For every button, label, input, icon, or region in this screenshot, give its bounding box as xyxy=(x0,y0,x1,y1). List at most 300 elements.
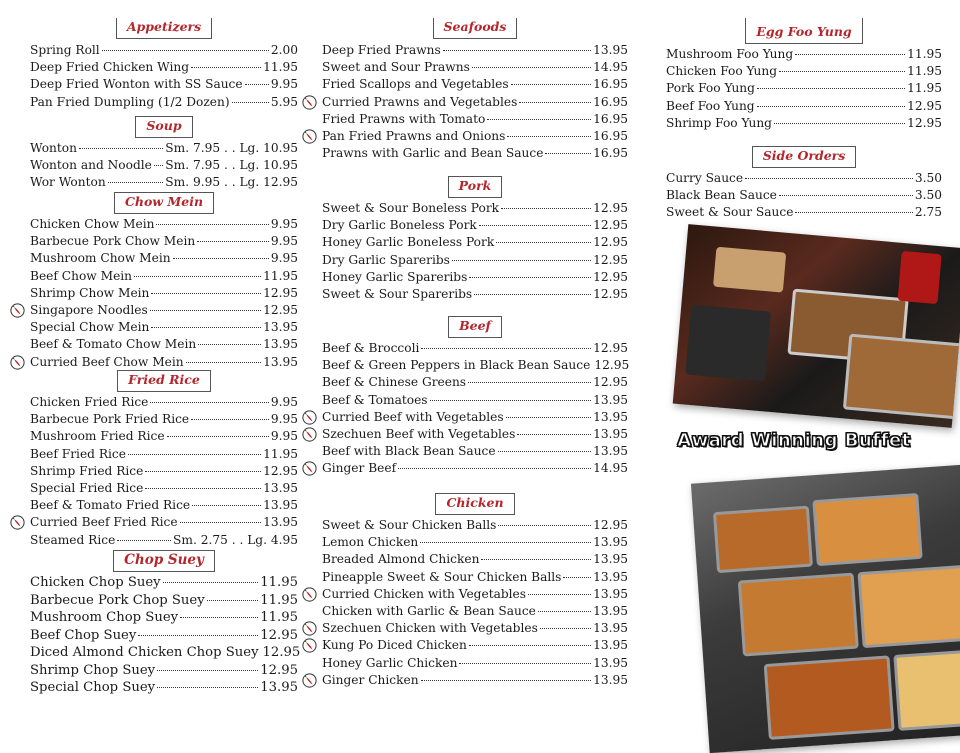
dot-leader xyxy=(173,258,269,259)
dot-leader xyxy=(108,182,164,183)
menu-item-price: 12.95 xyxy=(263,302,298,317)
menu-item-name: Wor Wonton xyxy=(30,175,106,190)
menu-item-name: Diced Almond Chicken Chop Suey xyxy=(30,645,259,660)
menu-item xyxy=(30,428,298,445)
menu-item xyxy=(666,46,942,63)
dot-leader xyxy=(192,505,261,506)
dot-leader xyxy=(779,195,913,196)
menu-item xyxy=(30,592,298,610)
item-list xyxy=(322,340,628,478)
dot-leader xyxy=(145,488,261,489)
menu-item-price: 13.95 xyxy=(593,535,628,550)
section-title: Chicken xyxy=(435,493,514,515)
menu-item-name: Shrimp Chow Mein xyxy=(30,285,150,300)
menu-item xyxy=(666,80,942,97)
menu-item-price: Sm. 7.95 . . Lg. 10.95 xyxy=(165,158,298,173)
menu-item-price: 13.95 xyxy=(593,569,628,584)
menu-item-price: Sm. 9.95 . . Lg. 12.95 xyxy=(165,175,298,190)
menu-item xyxy=(322,94,628,111)
menu-item xyxy=(30,59,298,76)
menu-item-price: 13.95 xyxy=(260,680,298,695)
menu-item xyxy=(322,59,628,76)
menu-item xyxy=(30,627,298,645)
dot-leader xyxy=(150,402,268,403)
dot-leader xyxy=(420,542,591,543)
menu-item-name: Mushroom Chow Mein xyxy=(30,251,171,266)
menu-item xyxy=(322,200,628,217)
menu-item-name: Curried Beef Fried Rice xyxy=(30,515,178,530)
dot-leader xyxy=(507,136,591,137)
section-pork xyxy=(322,176,628,303)
menu-item-name: Lemon Chicken xyxy=(322,535,419,550)
section-title: Chop Suey xyxy=(113,550,215,572)
dot-leader xyxy=(528,594,591,595)
menu-item-name: Beef & Chinese Greens xyxy=(322,375,467,390)
dot-leader xyxy=(563,577,591,578)
menu-item-name: Beef Chop Suey xyxy=(30,627,137,643)
section-appetizers xyxy=(30,18,298,111)
menu-item xyxy=(30,174,298,191)
section-chow-mein xyxy=(30,192,298,371)
menu-item-price: 11.95 xyxy=(907,64,942,79)
menu-item-name: Ginger Chicken xyxy=(322,672,419,687)
menu-item-name: Beef Chow Mein xyxy=(30,268,133,283)
item-list xyxy=(322,42,628,162)
dot-leader xyxy=(156,224,268,225)
menu-item-name: Szechuen Chicken with Vegetables xyxy=(322,621,538,636)
dot-leader xyxy=(459,663,591,664)
menu-item-name: Beef with Black Bean Sauce xyxy=(322,444,496,459)
menu-item xyxy=(30,250,298,267)
dot-leader xyxy=(443,50,591,51)
menu-item xyxy=(30,285,298,302)
menu-item-price: 12.95 xyxy=(263,463,298,478)
dot-leader xyxy=(421,680,592,681)
menu-item-price: 12.95 xyxy=(260,627,298,643)
buffet-hot-food-photo xyxy=(691,465,960,753)
menu-item-price: 12.95 xyxy=(593,286,628,301)
menu-item-name: Shrimp Fried Rice xyxy=(30,463,144,478)
menu-item-price: 9.95 xyxy=(270,429,298,444)
section-seafoods xyxy=(322,18,628,162)
menu-item-name: Curried Beef with Vegetables xyxy=(322,409,504,424)
menu-item-name: Pork Foo Yung xyxy=(666,81,755,96)
menu-item-price: 13.95 xyxy=(593,426,628,441)
menu-item-name: Prawns with Garlic and Bean Sauce xyxy=(322,146,544,161)
menu-item xyxy=(322,392,628,409)
menu-item xyxy=(30,532,298,549)
dot-leader xyxy=(479,225,591,226)
menu-item-name: Curry Sauce xyxy=(666,171,744,185)
menu-item-price: 11.95 xyxy=(907,47,942,61)
menu-item xyxy=(30,140,298,157)
dot-leader xyxy=(128,454,261,455)
menu-item-name: Kung Po Diced Chicken xyxy=(322,638,467,653)
menu-item-price: 3.50 xyxy=(914,188,942,203)
menu-item-price: 16.95 xyxy=(593,146,628,161)
dot-leader xyxy=(779,71,905,72)
menu-item-price: 11.95 xyxy=(263,268,298,283)
menu-item-name: Sweet & Sour Sauce xyxy=(666,205,794,220)
menu-item-price: 12.95 xyxy=(260,662,298,678)
menu-item xyxy=(30,216,298,233)
menu-item xyxy=(322,76,628,93)
section-side-orders xyxy=(666,146,942,222)
dot-leader xyxy=(180,617,258,618)
menu-item-price: 13.95 xyxy=(263,480,298,495)
menu-item-name: Chicken Chop Suey xyxy=(30,575,161,590)
menu-item xyxy=(30,76,298,93)
dot-leader xyxy=(398,468,591,469)
menu-item-price: 9.95 xyxy=(270,251,298,266)
dot-leader xyxy=(421,348,591,349)
menu-item-name: Sweet & Sour Boneless Pork xyxy=(322,201,500,215)
menu-item-name: Special Chow Mein xyxy=(30,320,150,335)
menu-item xyxy=(30,233,298,250)
menu-item-price: 14.95 xyxy=(593,461,628,476)
menu-item-name: Chicken Chow Mein xyxy=(30,217,155,231)
menu-item-price: 13.95 xyxy=(593,638,628,653)
section-title: Chow Mein xyxy=(114,192,214,214)
menu-item-price: 2.00 xyxy=(270,43,298,57)
menu-item xyxy=(322,460,628,477)
dot-leader xyxy=(487,119,591,120)
dot-leader xyxy=(245,84,269,85)
menu-item xyxy=(322,145,628,162)
dot-leader xyxy=(163,582,259,583)
menu-item-name: Dry Garlic Spareribs xyxy=(322,252,450,267)
menu-item xyxy=(666,115,942,132)
menu-item-name: Szechuen Beef with Vegetables xyxy=(322,426,516,441)
dot-leader xyxy=(745,178,913,179)
dot-leader xyxy=(511,84,592,85)
menu-item-name: Fried Scallops and Vegetables xyxy=(322,77,509,92)
dot-leader xyxy=(117,540,171,541)
dot-leader xyxy=(757,106,906,107)
menu-item-price: 16.95 xyxy=(593,77,628,92)
menu-item-price: 12.95 xyxy=(263,285,298,300)
menu-item-name: Beef & Green Peppers in Black Bean Sauce xyxy=(322,358,591,373)
menu-item xyxy=(322,234,628,251)
menu-item xyxy=(666,98,942,115)
menu-item-price: 13.95 xyxy=(263,515,298,530)
menu-item xyxy=(322,620,628,637)
section-title: Side Orders xyxy=(752,146,857,168)
section-fried-rice xyxy=(30,370,298,549)
dot-leader xyxy=(540,628,591,629)
menu-item-price: 13.95 xyxy=(593,603,628,618)
menu-item-name: Wonton xyxy=(30,141,77,155)
menu-item xyxy=(666,170,942,187)
menu-item xyxy=(322,655,628,672)
dot-leader xyxy=(469,645,591,646)
dot-leader xyxy=(167,436,269,437)
menu-item-price: 13.95 xyxy=(263,354,298,369)
menu-item-price: 12.95 xyxy=(593,235,628,250)
dot-leader xyxy=(157,670,258,671)
menu-item-price: 13.95 xyxy=(593,392,628,407)
dot-leader xyxy=(795,212,912,213)
chili-pepper-icon xyxy=(302,587,317,602)
menu-item-price: 12.95 xyxy=(262,645,301,660)
dot-leader xyxy=(469,277,591,278)
menu-item-name: Barbecue Pork Chop Suey xyxy=(30,592,205,608)
section-title: Beef xyxy=(448,316,502,338)
menu-item-price: 13.95 xyxy=(593,655,628,670)
dot-leader xyxy=(191,419,269,420)
menu-item-name: Black Bean Sauce xyxy=(666,188,777,203)
menu-item xyxy=(30,679,298,697)
menu-item xyxy=(666,63,942,80)
menu-item xyxy=(30,463,298,480)
dot-leader xyxy=(186,362,261,363)
menu-item-name: Singapore Noodles xyxy=(30,302,148,317)
menu-item-name: Deep Fried Chicken Wing xyxy=(30,60,190,75)
menu-item-price: 13.95 xyxy=(263,337,298,352)
menu-item xyxy=(322,286,628,303)
chili-pepper-icon xyxy=(10,303,25,318)
dot-leader xyxy=(150,310,261,311)
menu-item-price: 13.95 xyxy=(593,444,628,459)
menu-item xyxy=(322,603,628,620)
menu-item xyxy=(30,336,298,353)
menu-item-name: Deep Fried Wonton with SS Sauce xyxy=(30,77,243,92)
menu-item-price: 5.95 xyxy=(270,94,298,109)
menu-item xyxy=(322,269,628,286)
dot-leader xyxy=(496,242,591,243)
menu-item-price: 11.95 xyxy=(263,446,298,461)
menu-item xyxy=(30,319,298,336)
chili-pepper-icon xyxy=(10,355,25,370)
menu-item-price: 9.95 xyxy=(270,234,298,249)
menu-item-price: 12.95 xyxy=(593,375,628,390)
section-chop-suey xyxy=(30,550,301,697)
menu-item-price: 12.95 xyxy=(593,252,628,267)
menu-item-name: Beef & Tomatoes xyxy=(322,392,428,407)
menu-item-name: Steamed Rice xyxy=(30,532,116,547)
menu-item xyxy=(30,268,298,285)
dot-leader xyxy=(501,208,591,209)
menu-item-price: 13.95 xyxy=(593,552,628,567)
menu-item-price: 14.95 xyxy=(593,60,628,75)
menu-item xyxy=(30,302,298,319)
item-list xyxy=(30,42,298,111)
dot-leader xyxy=(151,327,261,328)
dot-leader xyxy=(154,165,163,166)
section-title: Pork xyxy=(448,176,503,198)
menu-item xyxy=(322,443,628,460)
menu-item-price: 9.95 xyxy=(270,412,298,427)
menu-item-name: Barbecue Pork Fried Rice xyxy=(30,412,190,427)
menu-item xyxy=(30,411,298,428)
menu-item-price: 11.95 xyxy=(907,81,942,96)
menu-item-price: 16.95 xyxy=(593,128,628,143)
section-title: Appetizers xyxy=(116,18,212,39)
menu-item-name: Sweet & Sour Chicken Balls xyxy=(322,518,497,532)
dot-leader xyxy=(197,241,269,242)
dot-leader xyxy=(472,67,591,68)
dot-leader xyxy=(517,434,591,435)
dot-leader xyxy=(519,102,591,103)
menu-item xyxy=(322,637,628,654)
dot-leader xyxy=(138,635,258,636)
menu-item-price: 12.95 xyxy=(594,358,630,373)
menu-item-price: 9.95 xyxy=(270,395,298,409)
menu-item xyxy=(666,204,942,221)
menu-item xyxy=(30,42,298,59)
dot-leader xyxy=(795,54,905,55)
menu-item xyxy=(322,374,628,391)
chili-pepper-icon xyxy=(302,410,317,425)
dot-leader xyxy=(468,382,591,383)
menu-item xyxy=(30,574,298,592)
menu-item-price: 2.75 xyxy=(914,205,942,220)
section-egg-foo-yung xyxy=(666,18,942,132)
dot-leader xyxy=(102,50,269,51)
menu-item xyxy=(30,446,298,463)
menu-item-price: 13.95 xyxy=(593,586,628,601)
dot-leader xyxy=(430,400,592,401)
section-title: Fried Rice xyxy=(117,370,211,392)
menu-item-name: Shrimp Chop Suey xyxy=(30,662,156,678)
menu-item-name: Chicken Fried Rice xyxy=(30,395,149,409)
item-list xyxy=(30,574,301,697)
chili-pepper-icon xyxy=(302,621,317,636)
chili-pepper-icon xyxy=(302,673,317,688)
dot-leader xyxy=(134,276,261,277)
menu-item-name: Mushroom Chop Suey xyxy=(30,610,179,625)
menu-item-price: 12.95 xyxy=(907,115,942,130)
menu-item-name: Curried Chicken with Vegetables xyxy=(322,586,527,601)
menu-item-price: 9.95 xyxy=(270,217,298,231)
menu-item-name: Honey Garlic Chicken xyxy=(322,655,458,670)
menu-item-name: Chicken with Garlic & Bean Sauce xyxy=(322,603,536,618)
menu-item-name: Special Fried Rice xyxy=(30,480,144,495)
menu-item xyxy=(30,157,298,174)
menu-item-name: Beef & Tomato Chow Mein xyxy=(30,337,197,352)
dot-leader xyxy=(198,344,261,345)
menu-item xyxy=(322,517,628,534)
chili-pepper-icon xyxy=(302,427,317,442)
menu-item xyxy=(322,534,628,551)
menu-item-price: 13.95 xyxy=(593,409,628,424)
menu-item-name: Sweet and Sour Prawns xyxy=(322,60,470,75)
menu-item xyxy=(322,252,628,269)
menu-item-name: Beef & Broccoli xyxy=(322,341,420,355)
menu-item-name: Honey Garlic Spareribs xyxy=(322,269,468,284)
menu-item-name: Honey Garlic Boneless Pork xyxy=(322,235,495,250)
menu-item xyxy=(322,128,628,145)
menu-item-name: Special Chop Suey xyxy=(30,680,156,695)
chili-pepper-icon xyxy=(302,95,317,110)
dot-leader xyxy=(481,559,591,560)
item-list xyxy=(30,394,298,549)
menu-item xyxy=(322,340,628,357)
menu-item-name: Chicken Foo Yung xyxy=(666,64,778,79)
menu-item xyxy=(322,586,628,603)
item-list xyxy=(666,46,942,132)
menu-item-price: 9.95 xyxy=(270,77,298,92)
chili-pepper-icon xyxy=(302,129,317,144)
menu-item-name: Beef Foo Yung xyxy=(666,98,755,113)
menu-item-name: Curried Prawns and Vegetables xyxy=(322,94,518,109)
menu-item-price: 13.95 xyxy=(263,320,298,335)
menu-item-name: Shrimp Foo Yung xyxy=(666,115,772,130)
menu-item xyxy=(322,357,628,374)
dot-leader xyxy=(191,67,261,68)
dot-leader xyxy=(498,525,591,526)
dot-leader xyxy=(145,471,261,472)
menu-item-price: Sm. 7.95 . . Lg. 10.95 xyxy=(165,141,298,155)
menu-item-price: 12.95 xyxy=(593,341,628,355)
item-list xyxy=(30,140,298,192)
menu-item xyxy=(322,409,628,426)
dot-leader xyxy=(79,148,163,149)
menu-item xyxy=(30,497,298,514)
menu-item xyxy=(30,644,301,662)
menu-item xyxy=(322,551,628,568)
menu-item-price: 13.95 xyxy=(263,498,298,513)
section-chicken xyxy=(322,493,628,689)
menu-item xyxy=(322,217,628,234)
dot-leader xyxy=(498,451,592,452)
menu-item xyxy=(30,514,298,531)
dot-leader xyxy=(474,294,591,295)
menu-item-price: 11.95 xyxy=(260,592,298,608)
menu-item-name: Beef Fried Rice xyxy=(30,446,126,461)
menu-item-name: Curried Beef Chow Mein xyxy=(30,354,184,369)
menu-item-name: Breaded Almond Chicken xyxy=(322,552,480,567)
dot-leader xyxy=(452,260,591,261)
dot-leader xyxy=(757,88,905,89)
menu-item-price: 12.95 xyxy=(593,269,628,284)
menu-item-price: 13.95 xyxy=(593,43,628,57)
menu-item-name: Dry Garlic Boneless Pork xyxy=(322,218,477,233)
dot-leader xyxy=(157,687,258,688)
menu-item-price: 11.95 xyxy=(260,575,298,590)
menu-item-name: Fried Prawns with Tomato xyxy=(322,111,486,126)
menu-item-name: Pan Fried Dumpling (1/2 Dozen) xyxy=(30,94,230,109)
menu-item-name: Spring Roll xyxy=(30,43,100,57)
menu-item-price: 3.50 xyxy=(914,171,942,185)
dot-leader xyxy=(774,123,905,124)
menu-item xyxy=(30,354,298,371)
dot-leader xyxy=(506,417,592,418)
menu-item-name: Mushroom Foo Yung xyxy=(666,47,794,61)
menu-item-name: Beef & Tomato Fried Rice xyxy=(30,498,191,513)
menu-item-price: 11.95 xyxy=(263,60,298,75)
chili-pepper-icon xyxy=(302,461,317,476)
item-list xyxy=(666,170,942,222)
buffet-dessert-photo xyxy=(673,224,960,428)
menu-item-price: 16.95 xyxy=(593,94,628,109)
menu-item-price: 12.95 xyxy=(593,218,628,233)
dot-leader xyxy=(232,102,269,103)
section-beef xyxy=(322,316,628,478)
menu-item-price: 12.95 xyxy=(593,201,628,215)
menu-item-price: 13.95 xyxy=(593,621,628,636)
menu-item xyxy=(322,672,628,689)
menu-item-name: Deep Fried Prawns xyxy=(322,43,441,57)
dot-leader xyxy=(538,611,591,612)
menu-item xyxy=(666,187,942,204)
menu-item-name: Sweet & Sour Spareribs xyxy=(322,286,473,301)
menu-item xyxy=(322,42,628,59)
section-title: Egg Foo Yung xyxy=(745,18,862,44)
menu-item xyxy=(30,480,298,497)
menu-item xyxy=(30,94,298,111)
item-list xyxy=(322,200,628,303)
